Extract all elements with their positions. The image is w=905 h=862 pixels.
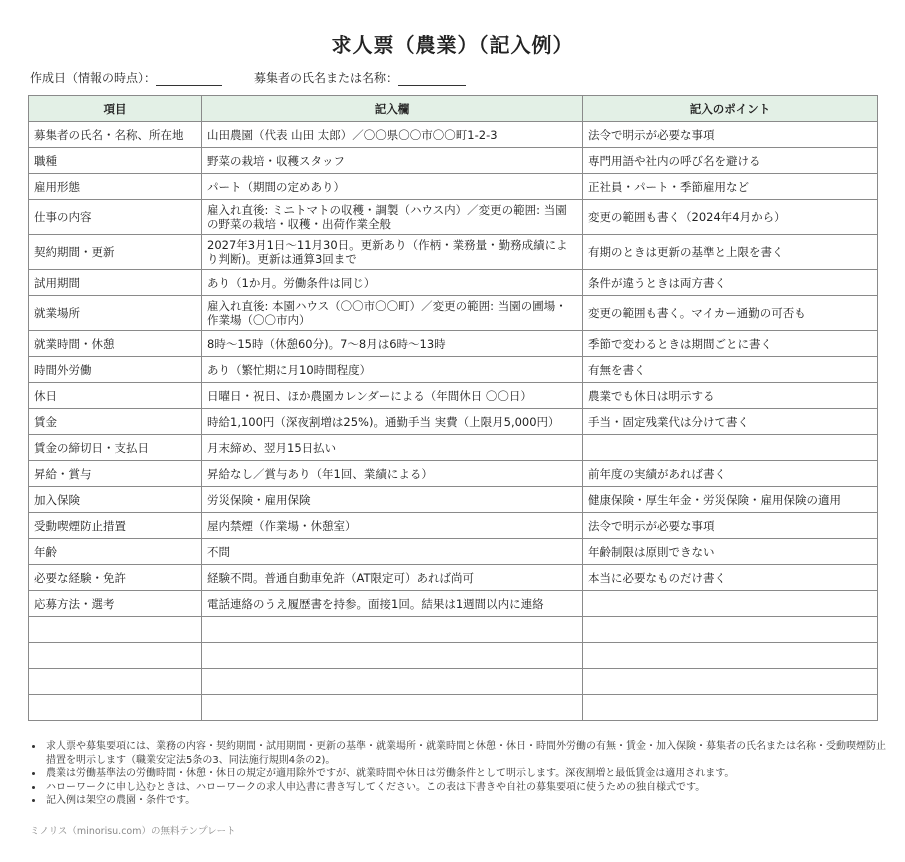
cell-item: 就業時間・休憩 (29, 331, 202, 357)
cell-item: 時間外労働 (29, 357, 202, 383)
blank-cell[interactable] (583, 669, 878, 695)
table-row (29, 539, 878, 565)
table-row (29, 461, 878, 487)
blank-row (29, 643, 878, 669)
cell-point[interactable]: 正社員・パート・季節雇用など (583, 174, 878, 200)
cell-item: 雇用形態 (29, 174, 202, 200)
cell-entry[interactable]: 時給1,100円（深夜割増は25%)。通勤手当 実費（上限月5,000円） (202, 409, 583, 435)
note-item: • 農業は労働基準法の労働時間・休憩・休日の規定が適用除外ですが、就業時間や休日は労働条件として明示します。深夜割増と最低賃金は適用されます。 (44, 767, 894, 781)
table-row (29, 296, 878, 331)
cell-point[interactable]: 本当に必要なものだけ書く (583, 565, 878, 591)
cell-point[interactable]: 手当・固定残業代は分けて書く (583, 409, 878, 435)
table-row (29, 513, 878, 539)
blank-cell[interactable] (29, 643, 202, 669)
cell-point[interactable]: 農業でも休日は明示する (583, 383, 878, 409)
cell-item: 賃金の締切日・支払日 (29, 435, 202, 461)
note-item: • 記入例は架空の農園・条件です。 (44, 794, 894, 808)
header-entry: 記入欄 (202, 96, 583, 122)
cell-entry[interactable]: 2027年3月1日〜11月30日。更新あり（作柄・業務量・勤務成績により判断)。更新は通算3回まで (202, 235, 583, 270)
table-body (29, 122, 878, 721)
blank-cell[interactable] (29, 617, 202, 643)
blank-cell[interactable] (29, 669, 202, 695)
cell-point[interactable]: 法令で明示が必要な事項 (583, 122, 878, 148)
cell-entry[interactable]: 不問 (202, 539, 583, 565)
table-row (29, 383, 878, 409)
cell-point[interactable]: 法令で明示が必要な事項 (583, 513, 878, 539)
cell-item: 必要な経験・免許 (29, 565, 202, 591)
cell-entry[interactable]: 8時〜15時（休憩60分)。7〜8月は6時〜13時 (202, 331, 583, 357)
cell-point[interactable]: 有無を書く (583, 357, 878, 383)
cell-entry[interactable]: あり（1か月。労働条件は同じ） (202, 270, 583, 296)
blank-row (29, 617, 878, 643)
employer-name-blank[interactable] (398, 73, 466, 86)
blank-cell[interactable] (202, 643, 583, 669)
cell-point[interactable] (583, 435, 878, 461)
cell-item: 昇給・賞与 (29, 461, 202, 487)
cell-item: 休日 (29, 383, 202, 409)
table-row (29, 591, 878, 617)
cell-item: 就業場所 (29, 296, 202, 331)
cell-item: 試用期間 (29, 270, 202, 296)
cell-item: 契約期間・更新 (29, 235, 202, 270)
header-item: 項目 (29, 96, 202, 122)
blank-cell[interactable] (583, 617, 878, 643)
blank-cell[interactable] (583, 695, 878, 721)
cell-entry[interactable]: 日曜日・祝日、ほか農園カレンダーによる（年間休日 〇〇日） (202, 383, 583, 409)
cell-point[interactable]: 健康保険・厚生年金・労災保険・雇用保険の適用 (583, 487, 878, 513)
created-date-label: 作成日（情報の時点）： (30, 71, 157, 85)
cell-entry[interactable]: 雇入れ直後: 本園ハウス（〇〇市〇〇町）／変更の範囲: 当園の圃場・作業場（〇〇市内） (202, 296, 583, 331)
cell-entry[interactable]: 経験不問。普通自動車免許（AT限定可）あれば尚可 (202, 565, 583, 591)
blank-cell[interactable] (583, 643, 878, 669)
table-row (29, 270, 878, 296)
table-row (29, 487, 878, 513)
cell-item: 応募方法・選考 (29, 591, 202, 617)
created-date-field (30, 70, 222, 86)
blank-cell[interactable] (202, 669, 583, 695)
cell-point[interactable]: 有期のときは更新の基準と上限を書く (583, 235, 878, 270)
cell-point[interactable]: 季節で変わるときは期間ごとに書く (583, 331, 878, 357)
table-row (29, 174, 878, 200)
cell-point[interactable]: 条件が違うときは両方書く (583, 270, 878, 296)
cell-entry[interactable]: 山田農園（代表 山田 太郎）／〇〇県〇〇市〇〇町1-2-3 (202, 122, 583, 148)
created-date-blank[interactable] (156, 73, 222, 86)
footer-credit: ミノリス（minorisu.com）の無料テンプレート (30, 826, 236, 837)
header-point: 記入のポイント (583, 96, 878, 122)
table-row (29, 409, 878, 435)
cell-item: 職種 (29, 148, 202, 174)
table-row (29, 435, 878, 461)
cell-item: 仕事の内容 (29, 200, 202, 235)
notes-list (30, 740, 894, 808)
table-row (29, 235, 878, 270)
cell-entry[interactable]: 昇給なし／賞与あり（年1回、業績による） (202, 461, 583, 487)
blank-row (29, 695, 878, 721)
cell-point[interactable]: 年齢制限は原則できない (583, 539, 878, 565)
cell-item: 賃金 (29, 409, 202, 435)
cell-entry[interactable]: 電話連絡のうえ履歴書を持参。面接1回。結果は1週間以内に連絡 (202, 591, 583, 617)
cell-entry[interactable]: パート（期間の定めあり） (202, 174, 583, 200)
cell-entry[interactable]: 労災保険・雇用保険 (202, 487, 583, 513)
blank-cell[interactable] (202, 695, 583, 721)
cell-item: 年齢 (29, 539, 202, 565)
page-title: 求人票（農業）（記入例） (331, 33, 574, 57)
cell-entry[interactable]: 月末締め、翌月15日払い (202, 435, 583, 461)
blank-row (29, 669, 878, 695)
table-row (29, 122, 878, 148)
cell-entry[interactable]: あり（繁忙期に月10時間程度） (202, 357, 583, 383)
blank-cell[interactable] (29, 695, 202, 721)
employer-name-field (254, 70, 466, 86)
table-row (29, 357, 878, 383)
table-row (29, 565, 878, 591)
blank-cell[interactable] (202, 617, 583, 643)
table-row (29, 200, 878, 235)
cell-item: 受動喫煙防止措置 (29, 513, 202, 539)
cell-entry[interactable]: 野菜の栽培・収穫スタッフ (202, 148, 583, 174)
job-form-table (28, 95, 878, 721)
table-header-row (29, 96, 878, 122)
table-row (29, 331, 878, 357)
cell-point[interactable] (583, 591, 878, 617)
cell-item: 募集者の氏名・名称、所在地 (29, 122, 202, 148)
cell-point[interactable]: 変更の範囲も書く（2024年4月から） (583, 200, 878, 235)
note-item: • ハローワークに申し込むときは、ハローワークの求人申込書に書き写してください。この表は下書きや自社の募集要項に使うための独自様式です。 (44, 781, 894, 795)
cell-entry[interactable]: 屋内禁煙（作業場・休憩室） (202, 513, 583, 539)
employer-name-label: 募集者の氏名または名称： (254, 71, 399, 85)
cell-item: 加入保険 (29, 487, 202, 513)
cell-entry[interactable]: 雇入れ直後: ミニトマトの収穫・調製（ハウス内）／変更の範囲: 当園の野菜の栽培・収穫・出荷作業全般 (202, 200, 583, 235)
cell-point[interactable]: 変更の範囲も書く。マイカー通勤の可否も (583, 296, 878, 331)
cell-point[interactable]: 前年度の実績があれば書く (583, 461, 878, 487)
table-row (29, 148, 878, 174)
note-item: • 求人票や募集要項には、業務の内容・契約期間・試用期間・更新の基準・就業場所・就業時間と休憩・休日・時間外労働の有無・賃金・加入保険・募集者の氏名または名称・受動喫煙防止措置を明示します（職業安定法5条の3、同法施行規則4条の2)。 (44, 740, 894, 767)
cell-point[interactable]: 専門用語や社内の呼び名を避ける (583, 148, 878, 174)
